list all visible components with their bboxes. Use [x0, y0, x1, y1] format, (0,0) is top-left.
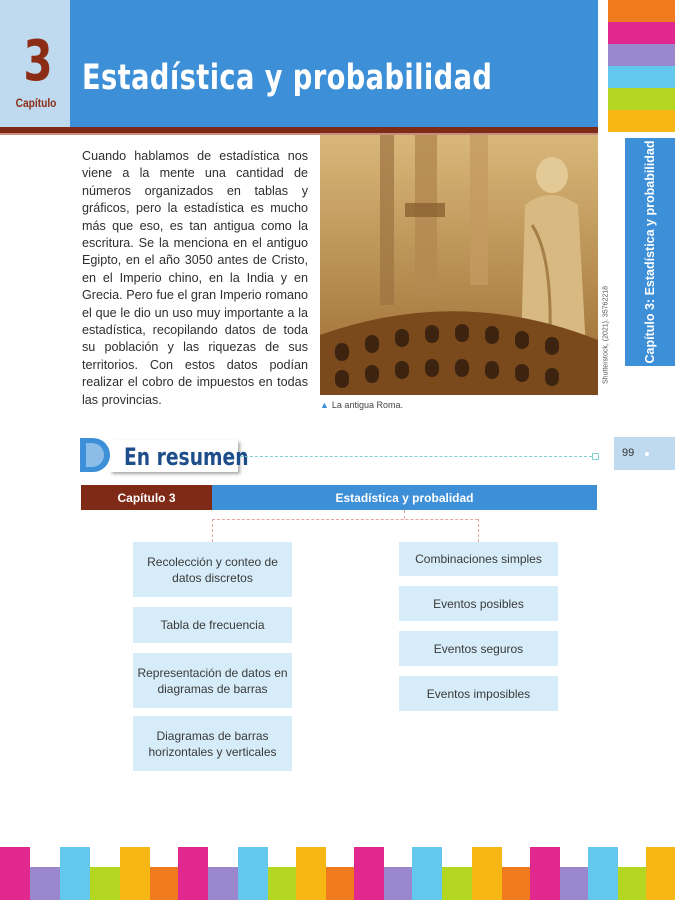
section-title: En resumen — [124, 443, 249, 471]
section-divider — [240, 456, 592, 457]
scheme-node: Eventos posibles — [399, 586, 558, 621]
connector — [212, 519, 478, 520]
connector — [478, 519, 479, 542]
color-tab — [608, 0, 675, 22]
caption-text: La antigua Roma. — [331, 400, 403, 410]
scheme-node: Eventos seguros — [399, 631, 558, 666]
scheme-chapter-header: Capítulo 3 — [81, 485, 212, 510]
photo-caption — [320, 400, 403, 410]
side-chapter-label: Capítulo 3: Estadística y probabilidad — [643, 140, 657, 364]
triangle-icon: ▲ — [320, 400, 329, 410]
scheme-node: Representación de datos en diagramas de barras — [133, 653, 292, 708]
divider-end-marker — [592, 453, 599, 460]
connector — [212, 519, 213, 542]
scheme-node: Eventos imposibles — [399, 676, 558, 711]
rome-photo — [320, 135, 598, 395]
page-dot — [645, 452, 649, 456]
scheme-topic-header: Estadística y probalidad — [212, 485, 597, 510]
color-tab — [608, 110, 675, 132]
color-tab — [608, 88, 675, 110]
page-title: Estadística y probabilidad — [82, 58, 493, 98]
photo-credit: Shutterstock, (2021). 35762218 — [602, 285, 610, 385]
scheme-node: Diagramas de barras horizontales y verticales — [133, 716, 292, 771]
color-tab — [608, 22, 675, 44]
chapter-number: 3 — [23, 29, 53, 94]
color-tab — [608, 66, 675, 88]
chapter-label: Capítulo — [15, 96, 57, 110]
intro-paragraph: Cuando hablamos de estadística nos viene a la mente una cantidad de números organizados en tablas y gráficos, pero la estadística es mucho más que eso, es tan antigua como la escritura. Se la menciona en el antiguo Egipto, en el año 3050 antes de Cristo, en el Imperio chino, en la India y en Grecia. Pero fue el gran Imperio romano el que le dio un uso muy importante a la estadística, recopilando datos de toda su población y las riquezas de sus territorios. Con estos datos podían realizar el cobro de impuestos en todas las provincias. — [82, 149, 308, 407]
scheme-node: Tabla de frecuencia — [133, 607, 292, 643]
scheme-node: Recolección y conteo de datos discretos — [133, 542, 292, 597]
scheme-node: Combinaciones simples — [399, 542, 558, 576]
color-tab — [608, 44, 675, 66]
decorative-stripe-pattern — [0, 845, 675, 900]
page-number: 99 — [622, 447, 635, 459]
connector — [404, 510, 405, 519]
